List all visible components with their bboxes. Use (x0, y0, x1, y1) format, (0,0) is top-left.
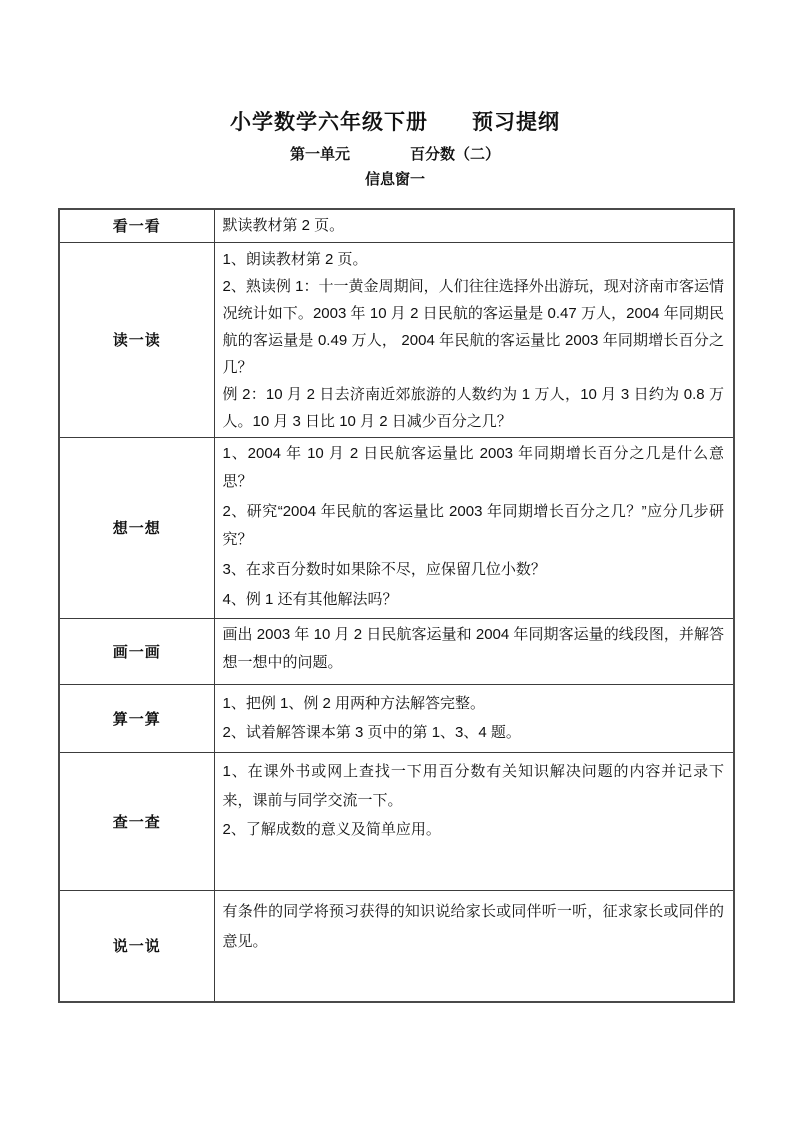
paragraph: 1、2004 年 10 月 2 日民航客运量比 2003 年同期增长百分之几是什么意思？ (222, 444, 724, 490)
row-label-check: 查一查 (59, 752, 214, 890)
table-row-draw (59, 618, 734, 684)
row-label-calculate: 算一算 (59, 684, 214, 752)
row-content-read (214, 242, 734, 437)
row-content-calculate (214, 684, 734, 752)
paragraph: 1、在课外书或网上查找一下用百分数有关知识解决问题的内容并记录下来，课前与同学交流一下。 (222, 762, 724, 809)
paragraph: 1、把例 1、例 2 用两种方法解答完整。 (222, 694, 486, 712)
row-label-say: 说一说 (59, 890, 214, 1002)
table-row-check (59, 752, 734, 890)
row-label-think: 想一想 (59, 437, 214, 618)
row-label-read: 读一读 (59, 242, 214, 437)
row-content-think (214, 437, 734, 618)
paragraph: 2、试着解答课本第 3 页中的第 1、3、4 题。 (222, 723, 521, 741)
page-title: 小学数学六年级下册 预习提纲 (230, 111, 560, 134)
row-label-draw: 画一画 (59, 618, 214, 684)
paragraph: 2、熟读例 1：十一黄金周期间，人们往往选择外出游玩，现对济南市客运情况统计如下。2003 年 10 月 2 日民航的客运量是 0.47 万人，2004 年同期民航的客运量是 0.49 万人， 2004 年民航的客运量比 2003 年同期增长百分之几？ (222, 277, 724, 376)
row-content-look (214, 209, 734, 242)
paragraph: 1、朗读教材第 2 页。 (222, 250, 368, 268)
row-label-look: 看一看 (59, 209, 214, 242)
table-row-think (59, 437, 734, 618)
table-row-calculate (59, 684, 734, 752)
preview-outline-table (58, 208, 735, 1003)
paragraph: 画出 2003 年 10 月 2 日民航客运量和 2004 年同期客运量的线段图，并解答想一想中的问题。 (222, 625, 724, 671)
paragraph: 例 2：10 月 2 日去济南近郊旅游的人数约为 1 万人，10 月 3 日约为 0.8 万人。10 月 3 日比 10 月 2 日减少百分之几？ (222, 385, 724, 430)
row-content-check (214, 752, 734, 890)
table-row-say (59, 890, 734, 1002)
paragraph: 4、例 1 还有其他解法吗？ (222, 590, 398, 608)
paragraph: 2、研究“2004 年民航的客运量比 2003 年同期增长百分之几？”应分几步研究？ (222, 502, 724, 548)
section-heading: 信息窗一 (364, 171, 425, 188)
page-subtitle: 第一单元 百分数（二） (289, 146, 500, 163)
paragraph: 默读教材第 2 页。 (222, 217, 345, 234)
row-content-say (214, 890, 734, 1002)
row-content-draw (214, 618, 734, 684)
table-row-read (59, 242, 734, 437)
paragraph: 有条件的同学将预习获得的知识说给家长或同伴听一听，征求家长或同伴的意见。 (222, 902, 724, 950)
paragraph: 3、在求百分数时如果除不尽，应保留几位小数？ (222, 560, 546, 578)
paragraph: 2、了解成数的意义及简单应用。 (222, 820, 441, 838)
document-header (0, 0, 790, 192)
table-row-look (59, 209, 734, 242)
